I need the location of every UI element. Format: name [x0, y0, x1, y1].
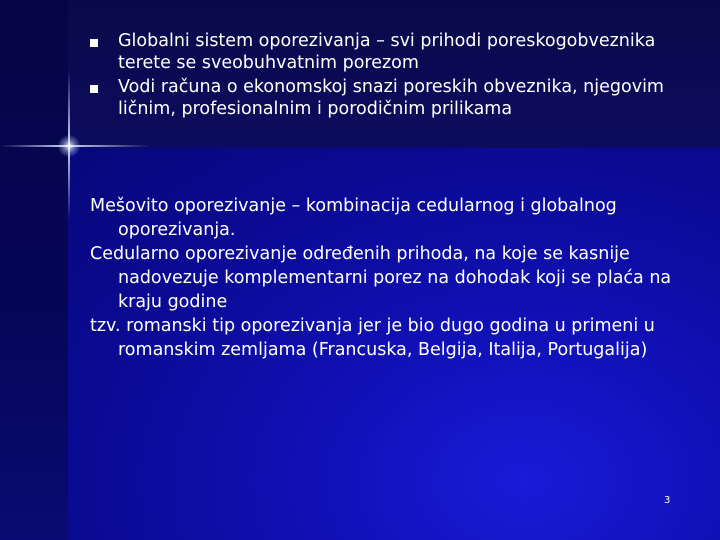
bullet-list [90, 30, 690, 122]
light-flare-core [58, 135, 80, 157]
square-bullet-icon [90, 39, 98, 47]
bullet-text: Vodi računa o ekonomskoj snazi poreskih obveznika, njegovim ličnim, profesionalnim i porodičnim prilikama [118, 77, 664, 119]
paragraph: Mešovito oporezivanje – kombinacija cedularnog i globalnog oporezivanja. [90, 196, 617, 240]
body-text [90, 194, 690, 362]
square-bullet-icon [90, 85, 98, 93]
paragraph: tzv. romanski tip oporezivanja jer je bio dugo godina u primeni u romanskim zemljama (Francuska, Belgija, Italija, Portugalija) [90, 316, 655, 360]
bullet-text: Globalni sistem oporezivanja – svi prihodi poreskogobveznika terete se sveobuhvatnim porezom [118, 31, 656, 73]
bullet-item [90, 76, 690, 120]
slide-background-left [0, 0, 68, 540]
paragraph: Cedularno oporezivanje određenih prihoda, na koje se kasnije nadovezuje komplementarni porez na dohodak koji se plaća na kraju godine [90, 244, 672, 312]
slide-number: 3 [664, 495, 671, 506]
bullet-item [90, 30, 690, 74]
